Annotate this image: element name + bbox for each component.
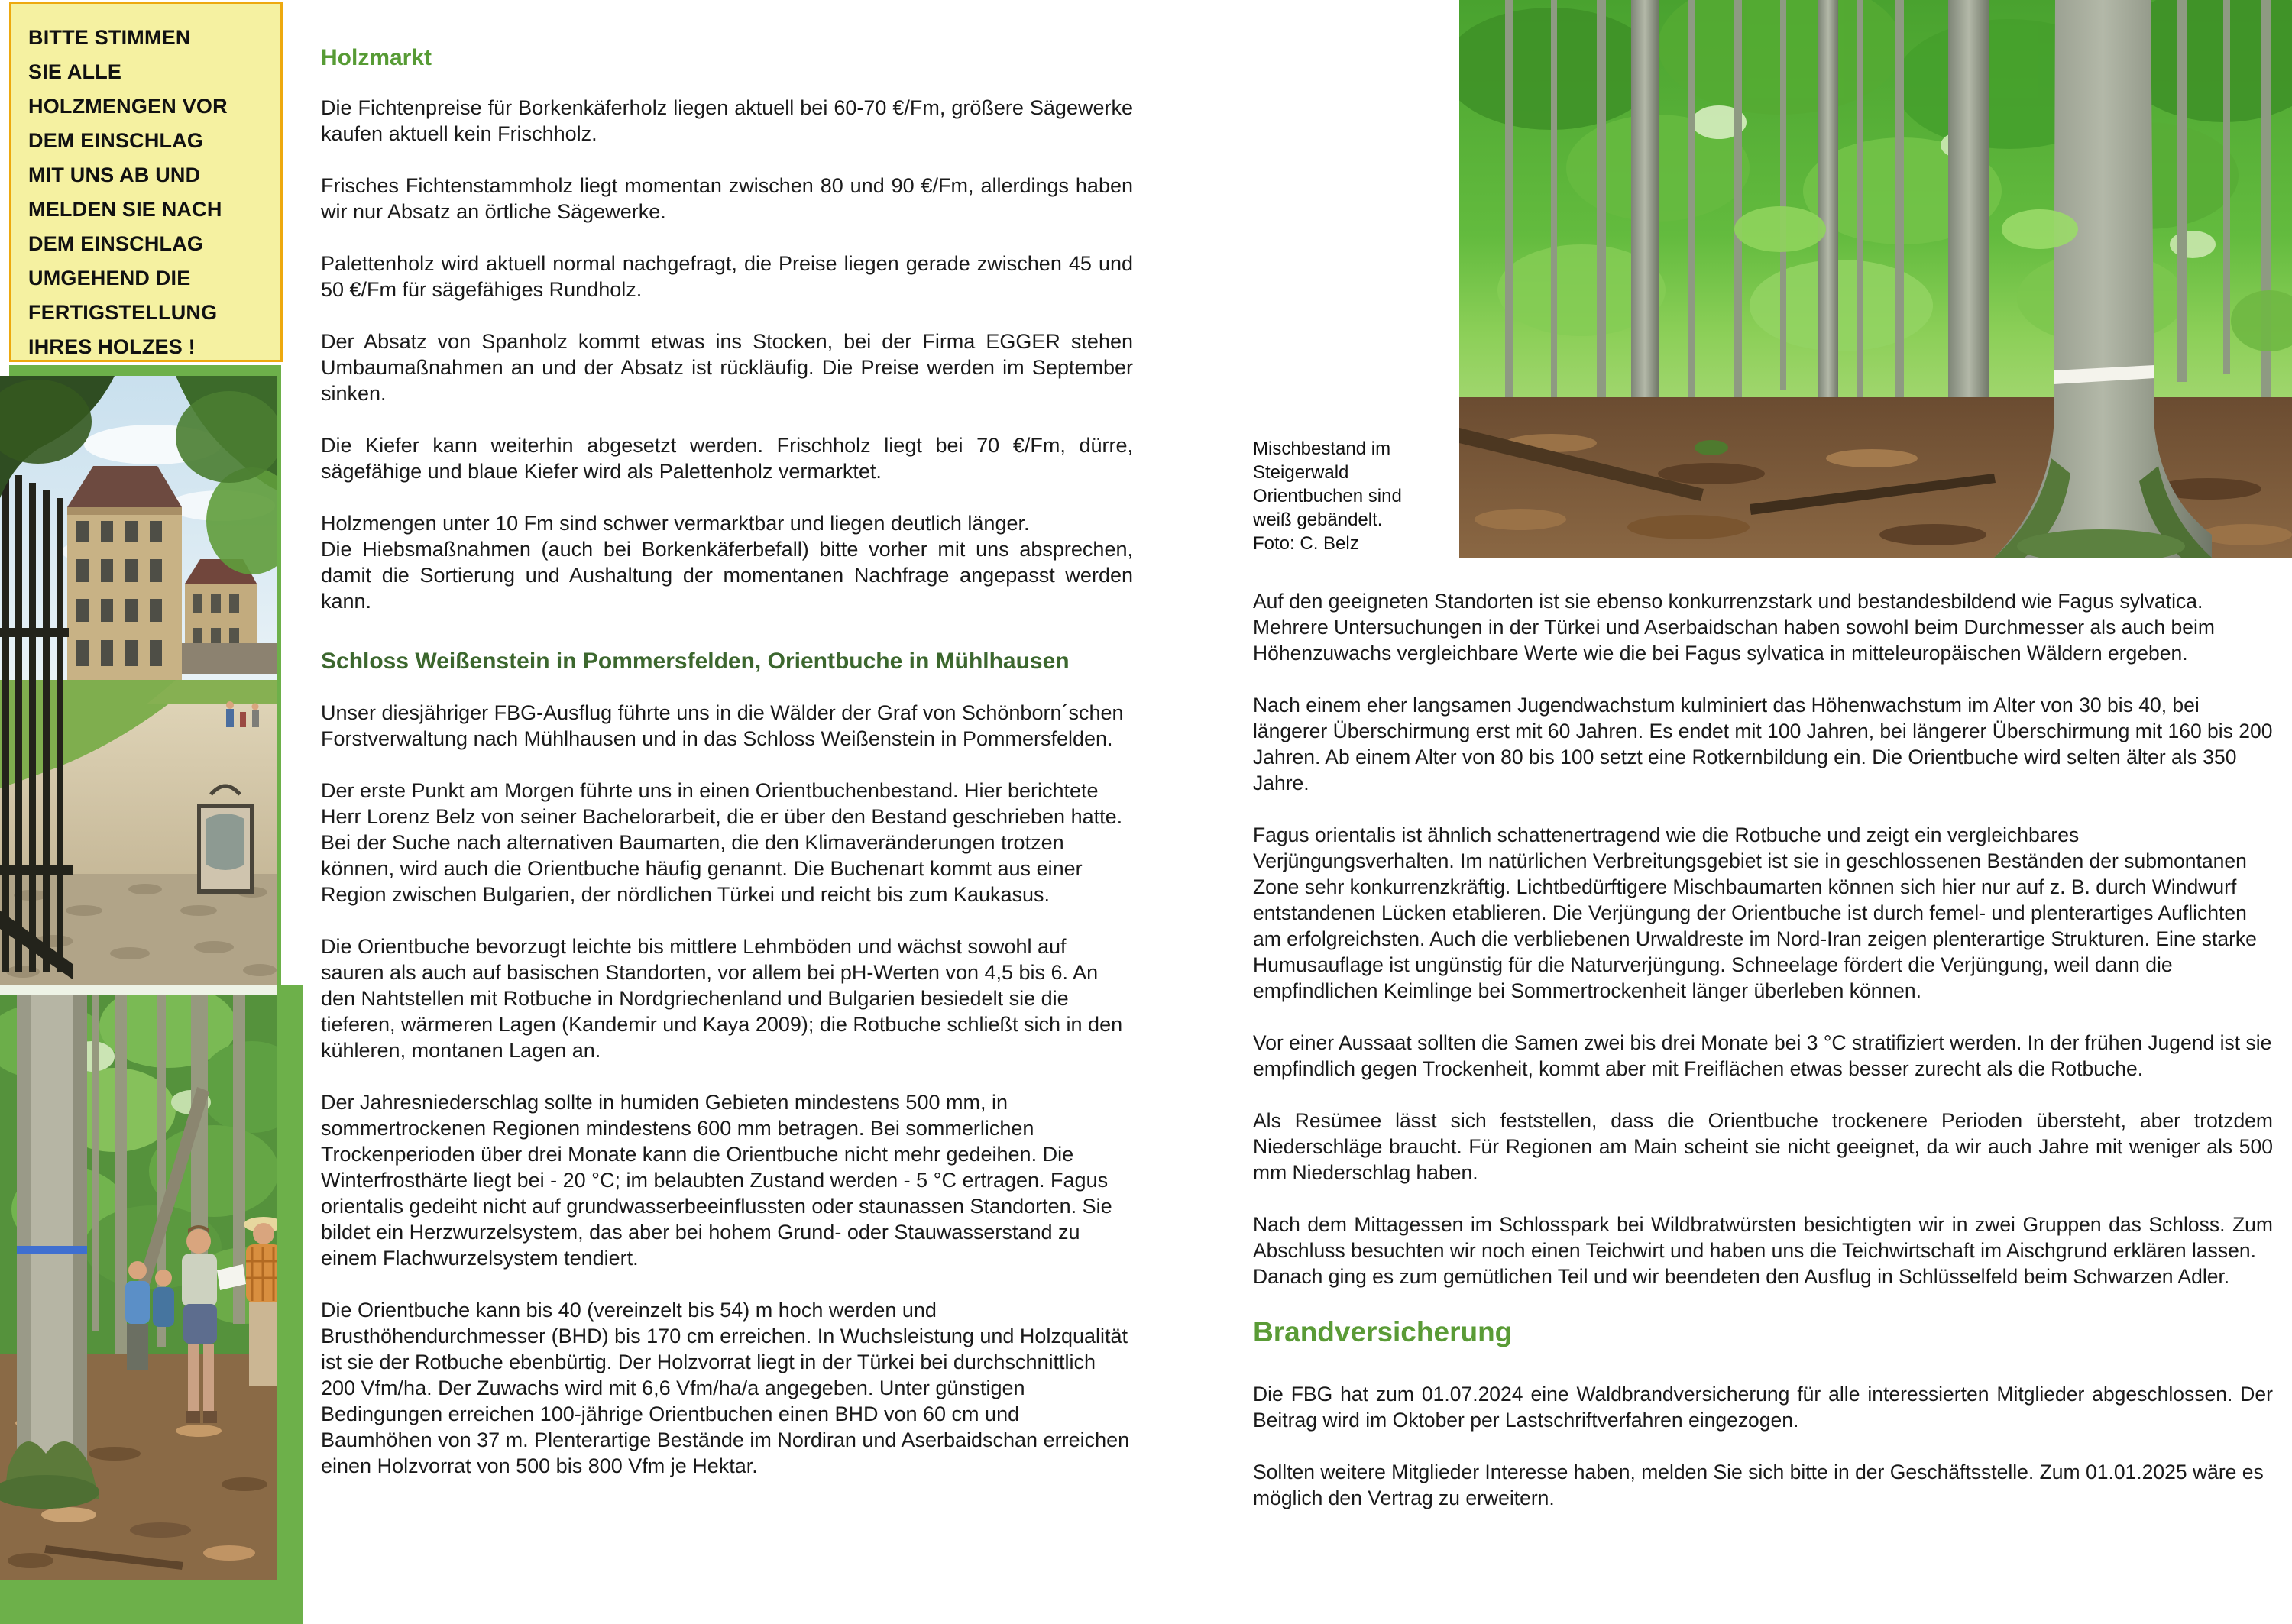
forest-photo	[1459, 0, 2292, 558]
text-line: HOLZMENGEN VOR	[28, 95, 228, 118]
text-line: IHRES HOLZES !	[28, 335, 196, 358]
text-line: FERTIGSTELLUNG	[28, 301, 218, 324]
text-line: MIT UNS AB UND	[28, 163, 201, 186]
paragraph: Die Fichtenpreise für Borkenkäferholz liegen aktuell bei 60-70 €/Fm, größere Sägewerke kaufen aktuell kein Frischholz.	[321, 96, 1133, 145]
schloss-paragraphs	[321, 700, 1133, 1479]
excursion-group-photo	[0, 995, 277, 1580]
paragraph: Die Orientbuche kann bis 40 (vereinzelt bis 54) m hoch werden und Brusthöhendurchmesser (BHD) bis 170 cm erreichen. In Wuchsleistung und Holzqualität ist sie der Rotbuche ebenbürtig. Der Holzvorrat liegt in der Türkei bei durchschnittlich 200 Vfm/ha. Der Zuwachs wird mit 6,6 Vfm/ha/a angegeben. Unter günstigen Bedingungen erreichen 100-jährige Orientbuchen einen BHD von 60 cm und Baumhöhen von 37 m. Plenterartige Bestände im Nordiran und Aserbaidschan erreichen einen Holzvorrat von 500 bis 800 Vfm je Hektar.	[321, 1299, 1130, 1477]
notice-text	[28, 21, 270, 364]
canopy-blobs	[1459, 0, 2292, 351]
text-line: weiß gebändelt.	[1253, 510, 1383, 530]
text-line: DEM EINSCHLAG	[28, 129, 204, 152]
text-line: UMGEHEND DIE	[28, 267, 191, 290]
text-line: Steigerwald	[1253, 462, 1349, 483]
castle-wall	[182, 643, 277, 674]
castle-main-building	[67, 466, 182, 697]
paragraph: Die Orientbuche bevorzugt leichte bis mittlere Lehmböden und wächst sowohl auf sauren als auch auf basischen Standorten, vor allem bei pH-Werten von 4,5 bis 6. An den Nahtstellen mit Rotbuche in Nordgriechenland und Bulgarien besiedelt sie die tieferen, wärmeren Lagen (Kandemir und Kaya 2009); die Rotbuche schließt sich in den kühleren, montanen Lagen an.	[321, 935, 1123, 1062]
text-line: DEM EINSCHLAG	[28, 232, 204, 255]
blue-band	[17, 1246, 87, 1254]
green-side-band	[277, 985, 303, 1624]
castle-photo	[0, 376, 277, 985]
text-line: BITTE STIMMEN	[28, 26, 191, 49]
text-line: MELDEN SIE NACH	[28, 198, 222, 221]
paragraph: Der Jahresniederschlag sollte in humiden Gebieten mindestens 500 mm, in sommertrockenen Regionen mindestens 600 mm betragen. Bei sommerlichen Trockenperioden über drei Monate kann die Orientbuche nicht mehr gedeihen. Die Winterfrosthärte liegt bei - 20 °C; im belaubten Zustand werden - 5 °C ertragen. Fagus orientalis gedeiht nicht auf grundwasserbeeinflussten oder staunassen Standorten. Sie bildet ein Herzwurzelsystem, das aber bei hohem Grund- oder Stauwasserstand zu einem Flachwurzelsystem tendiert.	[321, 1091, 1112, 1270]
holzmarkt-paragraphs	[321, 95, 1133, 614]
paragraph: Nach einem eher langsamen Jugendwachstum kulminiert das Höhenwachstum im Alter von 30 bis 40, bei längerer Überschirmung erst mit 60 Jahren. Es endet mit 100 Jahren, bei längerer Überschirmung mit 160 bis 200 Jahren. Ab einem Alter von 80 bis 100 setzt eine Rotkernbildung ein. Die Orientbuche wird selten älter als 350 Jahre.	[1253, 694, 2273, 794]
text-line: Foto: C. Belz	[1253, 533, 1359, 554]
schloss-heading: Schloss Weißenstein in Pommersfelden, Orientbuche in Mühlhausen	[321, 649, 1070, 674]
paragraph: Die Kiefer kann weiterhin abgesetzt werden. Frischholz liegt bei 70 €/Fm, dürre, sägefähige und blaue Kiefer wird als Palettenholz vermarktet.	[321, 434, 1133, 483]
paragraph: Vor einer Aussaat sollten die Samen zwei bis drei Monate bei 3 °C stratifiziert werden. In der frühen Jugend ist sie empfindlich gegen Trockenheit, kommt aber mit Freiflächen etwas besser zurecht als die Rotbuche.	[1253, 1031, 2272, 1080]
paragraph: Frisches Fichtenstammholz liegt momentan zwischen 80 und 90 €/Fm, allerdings haben wir nur Absatz an örtliche Sägewerke.	[321, 174, 1133, 223]
paragraph: Unser diesjähriger FBG-Ausflug führte uns in die Wälder der Graf von Schönborn´schen Forstverwaltung nach Mühlhausen und in das Schloss Weißenstein in Pommersfelden.	[321, 701, 1124, 750]
holzmarkt-heading: Holzmarkt	[321, 45, 432, 70]
green-strip-bottom	[0, 1580, 303, 1624]
paragraph: Die FBG hat zum 01.07.2024 eine Waldbrandversicherung für alle interessierten Mitglieder abgeschlossen. Der Beitrag wird im Oktober per Lastschriftverfahren eingezogen.	[1253, 1383, 2273, 1432]
paragraph: Der erste Punkt am Morgen führte uns in einen Orientbuchenbestand. Hier berichtete Herr Lorenz Belz von seiner Bachelorarbeit, die er über den Bestand geschrieben hatte. Bei der Suche nach alternativen Baumarten, die den Klimaveränderungen trotzen können, wird auch die Orientbuche häufig genannt. Die Buchenart kommt aus einer Region zwischen Bulgarien, der nördlichen Türkei und reicht bis zum Kaukasus.	[321, 779, 1123, 906]
brand-paragraphs	[1253, 1381, 2273, 1511]
paragraph: Auf den geeigneten Standorten ist sie ebenso konkurrenzstark und bestandesbildend wie Fagus sylvatica. Mehrere Untersuchungen in der Türkei und Aserbaidschan haben sowohl beim Durchmesser als auch beim Höhenzuwachs vergleichbare Werte wie die bei Fagus sylvatica in mitteleuropäischen Wäldern ergeben.	[1253, 590, 2215, 665]
paragraph: Als Resümee lässt sich feststellen, dass die Orientbuche trockenere Perioden übersteht, aber trotzdem Niederschläge braucht. Für Regionen am Main scheint sie nicht geeignet, da wir auch Jahre mit weniger als 500 mm Niederschlag haben.	[1253, 1109, 2273, 1184]
text-line: Orientbuchen sind	[1253, 486, 1402, 506]
photo-gap	[0, 985, 277, 995]
paragraph: Nach dem Mittagessen im Schlosspark bei Wildbratwürsten besichtigten wir in zwei Gruppen das Schloss. Zum Abschluss besuchten wir noch einen Teichwirt und haben uns die Teichwirtschaft im Aischgrund erklären lassen. Danach ging es zum gemütlichen Teil und wir beendeten den Ausflug in Schlüsselfeld beim Schwarzen Adler.	[1253, 1213, 2273, 1288]
paragraph: Holzmengen unter 10 Fm sind schwer vermarktbar und liegen deutlich länger. Die Hiebsmaßnahmen (auch bei Borkenkäferbefall) bitte vorher mit uns absprechen, damit die Sortierung und Aushaltung der momentanen Nachfrage angepasst werden kann.	[321, 512, 1133, 613]
green-strip-top	[9, 365, 278, 376]
paragraph: Fagus orientalis ist ähnlich schattenertragend wie die Rotbuche und zeigt ein vergleichbares Verjüngungsverhalten. Im natürlichen Verbreitungsgebiet ist sie in geschlossenen Beständen der submontanen Zone sehr konkurrenzkräftig. Lichtbedürftigere Mischbaumarten können sich hier nur auf z. B. durch Windwurf entstandenen Lücken etablieren. Die Verjüngung der Orientbuche ist durch femel- und plenterartiges Auflichten am erfolgreichsten. Auch die verbliebenen Urwaldreste im Nord-Iran zeigen plenterartige Strukturen. Eine starke Humusauflage ist ungünstig für die Naturverjüngung. Schneelage fördert die Verjüngung, weil dann die empfindlichen Keimlinge bei Sommertrockenheit länger überleben können.	[1253, 823, 2257, 1002]
notice-box	[9, 2, 283, 362]
paragraph: Palettenholz wird aktuell normal nachgefragt, die Preise liegen gerade zwischen 45 und 50 €/Fm für sägefähiges Rundholz.	[321, 252, 1133, 301]
text-line: Mischbestand im	[1253, 438, 1391, 459]
right-paragraphs	[1253, 588, 2273, 1289]
photo-caption	[1253, 437, 1471, 555]
column-right	[1253, 588, 2273, 1537]
paragraph: Der Absatz von Spanholz kommt etwas ins Stocken, bei der Firma EGGER stehen Umbaumaßnahmen an und der Absatz ist rückläufig. Die Preise werden im September sinken.	[321, 330, 1133, 405]
column-middle	[321, 44, 1133, 1505]
paragraph: Sollten weitere Mitglieder Interesse haben, melden Sie sich bitte in der Geschäftsstelle. Zum 01.01.2025 wäre es möglich den Vertrag zu erweitern.	[1253, 1461, 2264, 1509]
brandversicherung-heading: Brandversicherung	[1253, 1316, 1513, 1347]
text-line: SIE ALLE	[28, 60, 122, 83]
